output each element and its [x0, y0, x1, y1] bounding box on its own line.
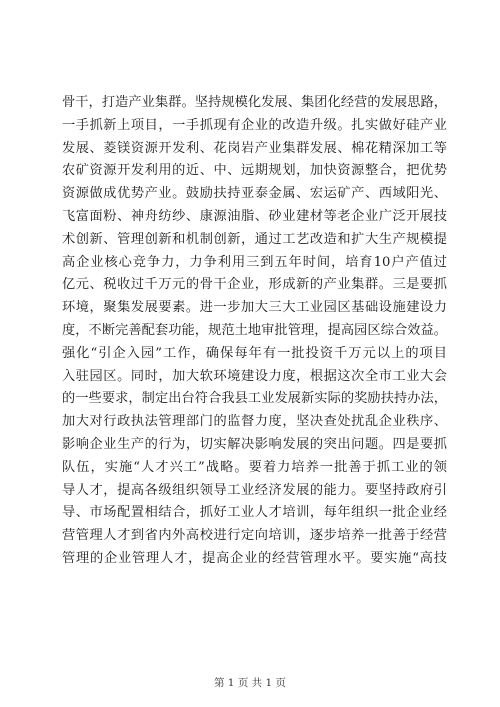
text-line: 资源做成优势产业。鼓励扶持亚泰金属、宏运矿产、西域阳光、	[62, 186, 447, 202]
text-line: 环境，聚集发展要素。进一步加大三大工业园区基础设施建设力	[62, 300, 447, 316]
text-line: 亿元、税收过千万元的骨干企业，形成新的产业集群。三是要抓	[62, 277, 447, 293]
text-line: 骨干，打造产业集群。坚持规模化发展、集团化经营的发展思路，	[62, 95, 447, 110]
text-line: 度，不断完善配套功能，规范土地审批管理，提高园区综合效益。	[62, 322, 447, 338]
text-line: 发展、菱镁资源开发利、花岗岩产业集群发展、棉花精深加工等	[62, 140, 447, 156]
text-line: 农矿资源开发利用的近、中、远期规划，加快资源整合，把优势	[62, 163, 447, 179]
text-line: 强化“引企入园”工作，确保每年有一批投资千万元以上的项目	[62, 345, 447, 361]
text-line: 飞富面粉、神舟纺纱、康源油脂、砂业建材等老企业广泛开展技	[62, 208, 447, 224]
text-line: 入驻园区。同时，加大软环境建设力度，根据这次全市工业大会	[62, 368, 447, 384]
text-line: 营管理人才到省内外高校进行定向培训，逐步培养一批善于经营	[62, 528, 447, 544]
text-line: 加大对行政执法管理部门的监督力度，坚决查处扰乱企业秩序、	[62, 414, 447, 430]
text-line: 高企业核心竞争力，力争利用三到五年时间，培育10户产值过	[62, 254, 447, 270]
text-line: 导、市场配置相结合，抓好工业人才培训，每年组织一批企业经	[62, 505, 447, 521]
page-number: 第 1 页 共 1 页	[213, 677, 287, 689]
page-footer	[0, 676, 500, 690]
document-body	[62, 92, 447, 571]
text-line: 管理的企业管理人才，提高企业的经营管理水平。要实施“高技	[62, 550, 447, 566]
text-line: 术创新、管理创新和机制创新，通过工艺改造和扩大生产规模提	[62, 231, 447, 247]
text-line: 导人才，提高各级组织领导工业经济发展的能力。要坚持政府引	[62, 482, 447, 498]
text-line: 一手抓新上项目，一手抓现有企业的改造升级。扎实做好硅产业	[62, 117, 447, 133]
text-line: 的一些要求，制定出台符合我县工业发展新实际的奖励扶持办法，	[62, 391, 447, 407]
text-line: 队伍，实施“人才兴工”战略。要着力培养一批善于抓工业的领	[62, 459, 447, 475]
text-line: 影响企业生产的行为，切实解决影响发展的突出问题。四是要抓	[62, 436, 447, 452]
